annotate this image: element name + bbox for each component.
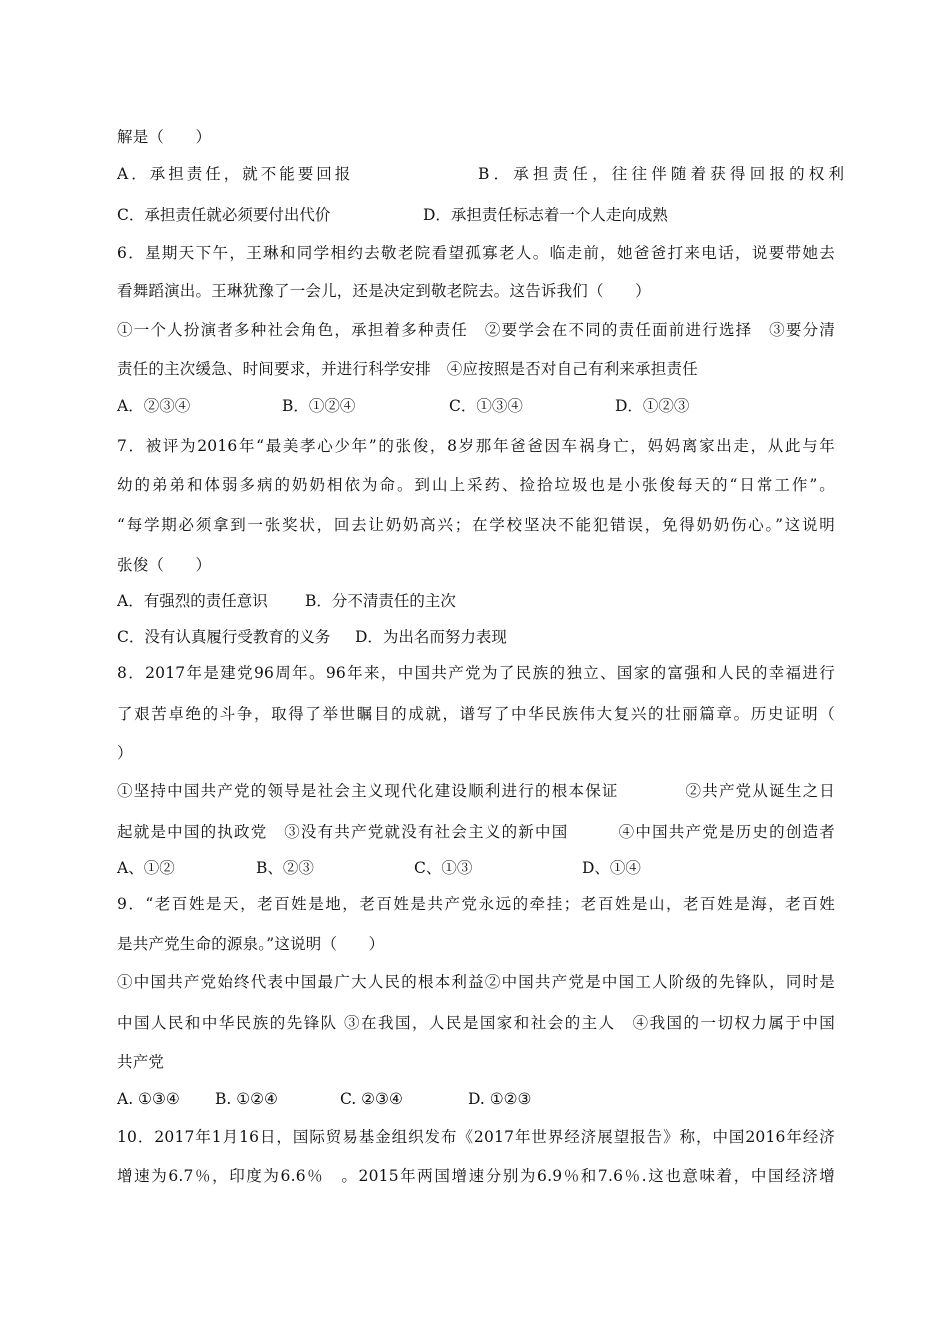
q9-line-4: 中国人民和中华民族的先锋队 ③在我国，人民是国家和社会的主人 ④我国的一切权力属于中国	[117, 1014, 835, 1032]
q8-line-3: ）	[117, 744, 133, 762]
q7-line-2: 幼的弟弟和体弱多病的奶奶相依为命。到山上采药、捡拾垃圾也是小张俊每天的“日常工作”。	[117, 476, 835, 494]
q5-option-b: B．承担责任，往往伴随着获得回报的权利	[478, 165, 849, 183]
q5-option-c: C．承担责任就必须要付出代价	[117, 206, 331, 224]
q10-line-2: 增速为6.7％，印度为6.6％ 。2015年两国增速分别为6.9％和7.6％.这也意味着，中国经济增	[117, 1167, 835, 1185]
q7-line-3: “每学期必须拿到一张奖状，回去让奶奶高兴；在学校坚决不能犯错误，免得奶奶伤心。”这说明	[117, 516, 835, 534]
q9-line-5: 共产党	[117, 1053, 165, 1071]
q8-line-4: ①坚持中国共产党的领导是社会主义现代化建设顺利进行的根本保证 ②共产党从诞生之日	[117, 782, 835, 800]
q9-option-a: A. ①③④	[117, 1090, 180, 1108]
q8-line-5: 起就是中国的执政党 ③没有共产党就没有社会主义的新中国 ④中国共产党是历史的创造者	[117, 823, 835, 841]
q7-option-c: C．没有认真履行受教育的义务	[117, 628, 331, 646]
q9-option-c: C. ②③④	[340, 1090, 403, 1108]
q8-option-c: C、①③	[414, 859, 473, 877]
q9-line-2: 是共产党生命的源泉。”这说明（ ）	[117, 935, 385, 953]
q6-option-a: A．②③④	[117, 397, 191, 415]
q9-line-3: ①中国共产党始终代表中国最广大人民的根本利益②中国共产党是中国工人阶级的先锋队，同时是	[117, 973, 835, 991]
q7-line-1: 7．被评为2016年“最美孝心少年”的张俊，8岁那年爸爸因车祸身亡，妈妈离家出走，从此与年	[117, 437, 835, 455]
q6-option-c: C．①③④	[449, 397, 523, 415]
q5-option-d: D．承担责任标志着一个人走向成熟	[423, 206, 668, 224]
q6-line-3: ①一个人扮演者多种社会角色，承担着多种责任 ②要学会在不同的责任面前进行选择 ③要分清	[117, 321, 835, 339]
q9-option-b: B. ①②④	[215, 1090, 278, 1108]
q8-line-1: 8．2017年是建党96周年。96年来，中国共产党为了民族的独立、国家的富强和人民的幸福进行	[117, 664, 835, 682]
q5-stem-end: 解是（ ）	[117, 128, 212, 146]
q6-line-4: 责任的主次缓急、时间要求，并进行科学安排 ④应按照是否对自己有利来承担责任	[117, 360, 698, 378]
q8-option-a: A、①②	[117, 859, 175, 877]
q6-option-b: B．①②④	[282, 397, 356, 415]
q8-option-b: B、②③	[256, 859, 314, 877]
q6-option-d: D．①②③	[615, 397, 690, 415]
q9-line-1: 9．“老百姓是天，老百姓是地，老百姓是共产党永远的牵挂；老百姓是山，老百姓是海，老百姓	[117, 895, 835, 913]
q5-option-a: A．承担责任，就不能要回报	[117, 165, 354, 183]
q7-option-a: A．有强烈的责任意识	[117, 592, 268, 610]
q8-line-2: 了艰苦卓绝的斗争，取得了举世瞩目的成就，谱写了中华民族伟大复兴的壮丽篇章。历史证明（	[117, 705, 835, 723]
q9-option-d: D. ①②③	[468, 1090, 532, 1108]
q8-option-d: D、①④	[582, 859, 641, 877]
q7-line-4: 张俊（ ）	[117, 556, 212, 574]
q6-line-1: 6．星期天下午，王琳和同学相约去敬老院看望孤寡老人。临走前，她爸爸打来电话，说要带她去	[117, 244, 835, 262]
q10-line-1: 10．2017年1月16日，国际贸易基金组织发布《2017年世界经济展望报告》称，中国2016年经济	[117, 1128, 835, 1146]
q7-option-b: B．分不清责任的主次	[305, 592, 456, 610]
q7-option-d: D．为出名而努力表现	[355, 628, 507, 646]
q6-line-2: 看舞蹈演出。王琳犹豫了一会儿，还是决定到敬老院去。这告诉我们（ ）	[117, 282, 651, 300]
